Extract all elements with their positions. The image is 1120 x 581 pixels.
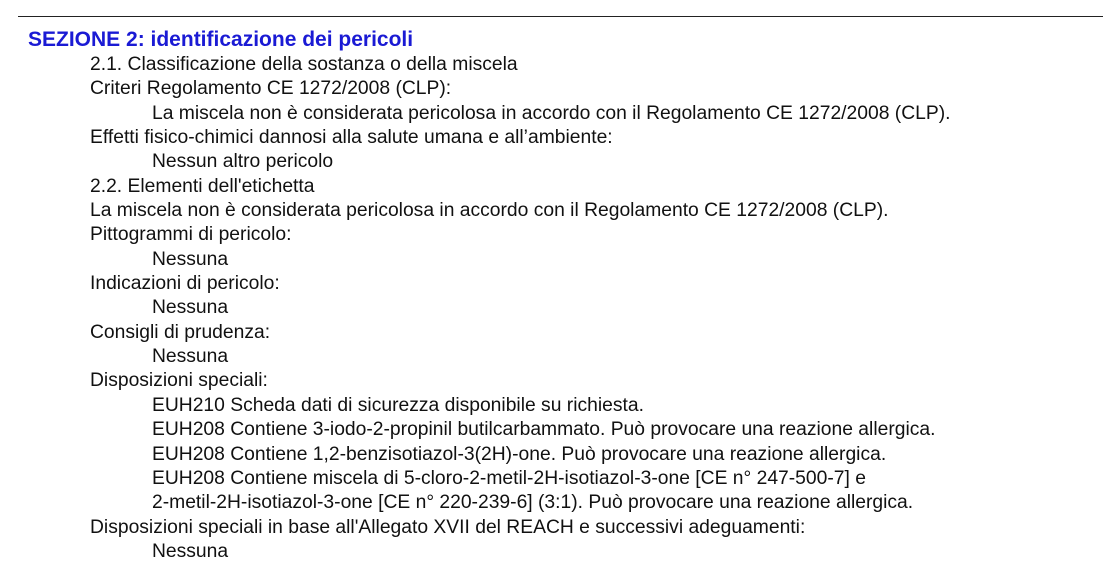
subsection-line: Effetti fisico-chimici dannosi alla salute umana e all’ambiente:	[90, 127, 613, 149]
detail-line: Nessuna	[152, 248, 229, 270]
subsection-line: La miscela non è considerata pericolosa in accordo con il Regolamento CE 1272/2008 (CLP).	[90, 200, 889, 222]
section-body	[0, 53, 951, 564]
detail-line: EUH208 Contiene miscela di 5-cloro-2-metil-2H-isotiazol-3-one [CE n° 247-500-7] e	[152, 467, 866, 489]
subsection-line: 2.1. Classificazione della sostanza o della miscela	[90, 54, 518, 75]
subsection-line: Disposizioni speciali:	[90, 370, 268, 392]
detail-line: EUH210 Scheda dati di sicurezza disponibile su richiesta.	[152, 394, 644, 416]
detail-line: Nessun altro pericolo	[152, 151, 334, 173]
detail-line: Nessuna	[152, 540, 229, 562]
subsection-line: 2.2. Elementi dell'etichetta	[90, 175, 315, 197]
detail-line: Nessuna	[152, 297, 229, 319]
subsection-line: Pittogrammi di pericolo:	[90, 224, 292, 246]
section-divider	[18, 16, 1103, 17]
subsection-line: Indicazioni di pericolo:	[90, 273, 280, 295]
subsection-line: Disposizioni speciali in base all'Allegato XVII del REACH e successivi adeguamenti:	[90, 516, 806, 538]
detail-line: La miscela non è considerata pericolosa in accordo con il Regolamento CE 1272/2008 (CLP).	[152, 102, 951, 124]
detail-line: Nessuna	[152, 346, 229, 368]
section-heading: SEZIONE 2: identificazione dei pericoli	[28, 28, 414, 51]
subsection-line: Criteri Regolamento CE 1272/2008 (CLP):	[90, 78, 452, 100]
subsection-line: Consigli di prudenza:	[90, 321, 271, 343]
detail-line: 2-metil-2H-isotiazol-3-one [CE n° 220-239-6] (3:1). Può provocare una reazione allergica.	[152, 492, 914, 514]
detail-line: EUH208 Contiene 1,2-benzisotiazol-3(2H)-one. Può provocare una reazione allergica.	[152, 443, 887, 465]
detail-line: EUH208 Contiene 3-iodo-2-propinil butilcarbammato. Può provocare una reazione allergica.	[152, 419, 936, 441]
